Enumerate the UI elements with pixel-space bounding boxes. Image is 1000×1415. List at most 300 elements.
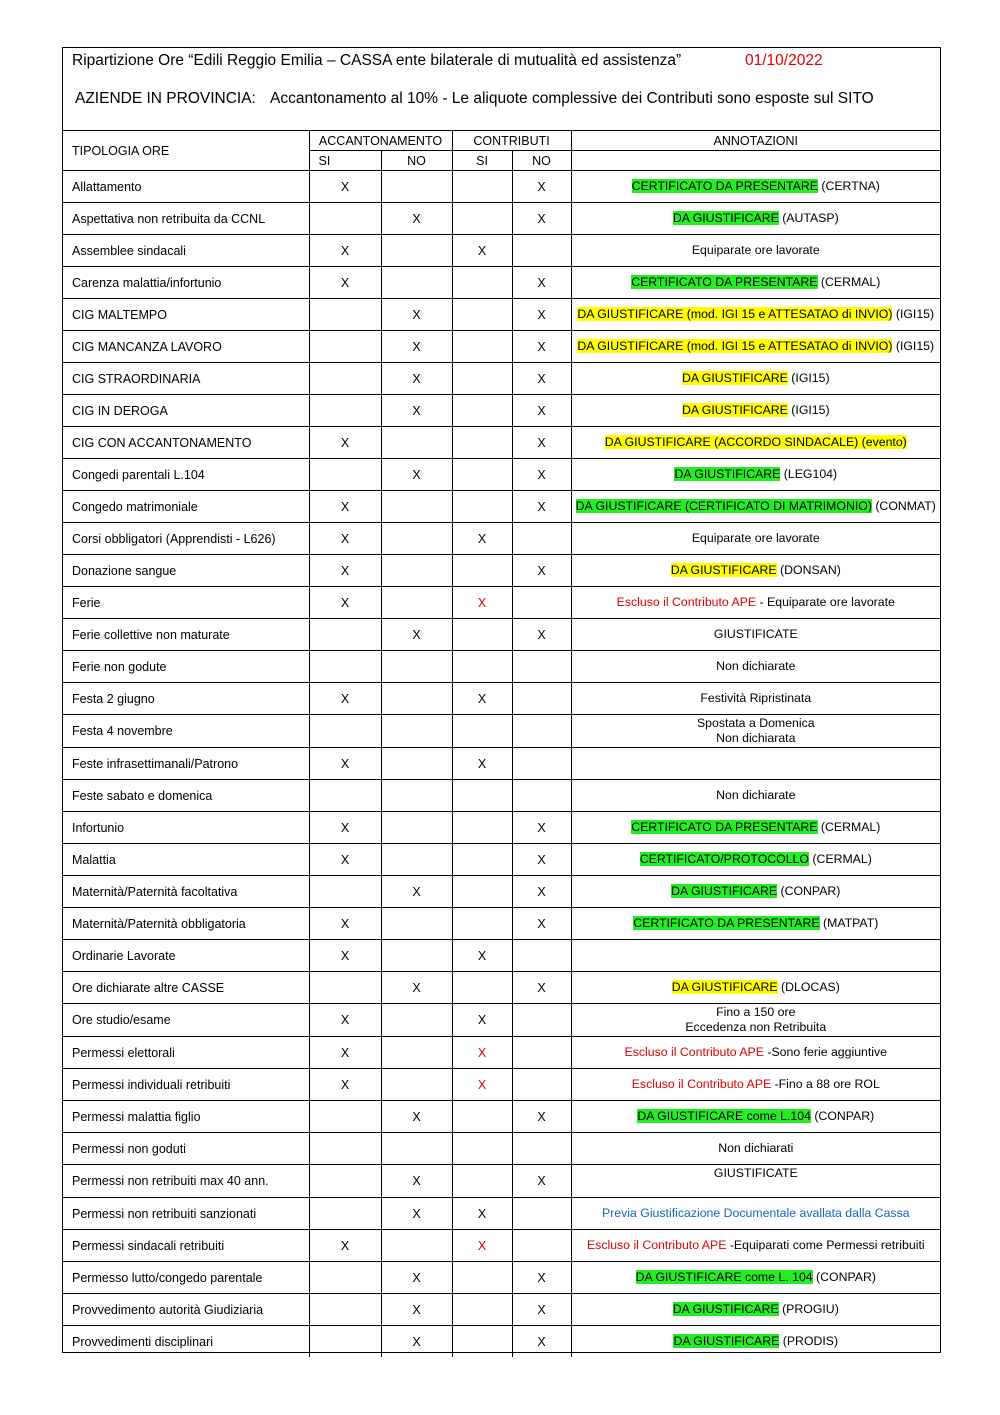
annotation-text: (PROGIU): [778, 1302, 839, 1316]
row-acc-si: X: [309, 235, 381, 267]
table-row: [63, 1326, 940, 1358]
row-acc-si: X: [309, 523, 381, 555]
annotation-text: (CONPAR): [812, 1270, 876, 1284]
row-con-no: [512, 780, 571, 812]
row-tipologia: Provvedimenti disciplinari: [63, 1326, 309, 1358]
row-acc-no: X: [381, 972, 452, 1004]
row-acc-no: X: [381, 1101, 452, 1133]
annotation-text: (IGI15): [892, 339, 935, 353]
row-acc-no: [381, 1133, 452, 1165]
row-acc-no: [381, 940, 452, 972]
table-row: [63, 331, 940, 363]
row-acc-si: X: [309, 171, 381, 203]
row-con-si: [452, 876, 512, 908]
annotation-text: Non dichiarate: [716, 659, 796, 673]
row-annotazione: [571, 235, 940, 267]
document-frame: [62, 47, 941, 1353]
row-acc-no: [381, 555, 452, 587]
annotation-text: (CONPAR): [777, 884, 841, 898]
row-con-no: X: [512, 1165, 571, 1198]
header-annotazioni: ANNOTAZIONI: [571, 131, 940, 151]
row-acc-no: [381, 235, 452, 267]
row-annotazione: [571, 427, 940, 459]
header-acc-no: NO: [381, 151, 452, 171]
row-acc-si: X: [309, 748, 381, 780]
row-con-si: X: [452, 1198, 512, 1230]
row-con-si: X: [452, 1037, 512, 1069]
row-acc-no: X: [381, 459, 452, 491]
row-acc-si: [309, 619, 381, 651]
table-row: [63, 1230, 940, 1262]
row-acc-si: X: [309, 267, 381, 299]
row-acc-no: X: [381, 619, 452, 651]
row-annotazione: [571, 587, 940, 619]
row-tipologia: CIG MANCANZA LAVORO: [63, 331, 309, 363]
row-tipologia: Ferie: [63, 587, 309, 619]
annotation-text: (IGI15): [892, 307, 935, 321]
table-row: [63, 1262, 940, 1294]
row-con-si: [452, 171, 512, 203]
row-con-si: X: [452, 748, 512, 780]
annotation-text: (LEG104): [780, 467, 838, 481]
row-annotazione: [571, 940, 940, 972]
row-acc-si: [309, 651, 381, 683]
annotation-text: (PRODIS): [779, 1334, 839, 1348]
annotation-text: Eccedenza non Retribuita: [685, 1020, 827, 1034]
document-title: Ripartizione Ore “Edili Reggio Emilia – CASSA ente bilaterale di mutualità ed assistenza”: [72, 52, 682, 69]
table-row: [63, 748, 940, 780]
row-acc-si: [309, 203, 381, 235]
row-acc-no: X: [381, 876, 452, 908]
table-row: [63, 972, 940, 1004]
row-tipologia: Aspettativa non retribuita da CCNL: [63, 203, 309, 235]
table-row: [63, 395, 940, 427]
row-annotazione: [571, 972, 940, 1004]
header-tipologia: TIPOLOGIA ORE: [63, 131, 309, 171]
row-con-si: [452, 491, 512, 523]
table-row: [63, 1198, 940, 1230]
row-tipologia: CIG MALTEMPO: [63, 299, 309, 331]
row-tipologia: Festa 2 giugno: [63, 683, 309, 715]
annotation-text: Non dichiarata: [716, 731, 796, 745]
row-annotazione: [571, 395, 940, 427]
table-row: [63, 1004, 940, 1037]
table-body: [63, 171, 940, 1358]
row-con-si: [452, 427, 512, 459]
row-con-no: X: [512, 171, 571, 203]
row-tipologia: Permessi non goduti: [63, 1133, 309, 1165]
row-acc-no: [381, 427, 452, 459]
row-acc-si: [309, 1326, 381, 1358]
row-con-no: [512, 1069, 571, 1101]
header-con-si: SI: [452, 151, 512, 171]
row-acc-no: [381, 1004, 452, 1037]
row-acc-si: [309, 715, 381, 748]
header-accantonamento: ACCANTONAMENTO: [309, 131, 452, 151]
row-con-si: X: [452, 1069, 512, 1101]
hours-table: [63, 130, 940, 1357]
row-con-si: [452, 363, 512, 395]
annotation-text: DA GIUSTIFICARE: [670, 563, 777, 577]
row-acc-si: [309, 1262, 381, 1294]
row-con-no: X: [512, 267, 571, 299]
annotation-text: DA GIUSTIFICARE: [672, 1302, 779, 1316]
row-acc-si: [309, 1294, 381, 1326]
row-con-no: [512, 1133, 571, 1165]
annotation-text: (CERTNA): [817, 179, 880, 193]
row-con-no: [512, 1004, 571, 1037]
annotation-text: - Equiparate ore lavorate: [756, 595, 895, 609]
annotation-text: (CONPAR): [810, 1109, 875, 1123]
row-tipologia: CIG IN DEROGA: [63, 395, 309, 427]
annotation-text: GIUSTIFICATE: [713, 1166, 798, 1180]
row-con-no: X: [512, 844, 571, 876]
table-row: [63, 491, 940, 523]
table-row: [63, 940, 940, 972]
row-acc-no: X: [381, 363, 452, 395]
row-acc-no: X: [381, 299, 452, 331]
annotation-text: DA GIUSTIFICARE: [671, 884, 778, 898]
row-annotazione: [571, 748, 940, 780]
row-con-si: [452, 331, 512, 363]
row-acc-si: X: [309, 1069, 381, 1101]
row-acc-no: [381, 1037, 452, 1069]
annotation-text: (CONMAT): [871, 499, 936, 513]
row-con-no: X: [512, 459, 571, 491]
row-acc-no: [381, 651, 452, 683]
row-tipologia: Corsi obbligatori (Apprendisti - L626): [63, 523, 309, 555]
row-tipologia: Ordinarie Lavorate: [63, 940, 309, 972]
row-tipologia: Permessi individuali retribuiti: [63, 1069, 309, 1101]
table-row: [63, 1037, 940, 1069]
row-acc-si: X: [309, 844, 381, 876]
row-acc-si: [309, 395, 381, 427]
table-row: [63, 363, 940, 395]
table-row: [63, 1294, 940, 1326]
row-acc-no: [381, 748, 452, 780]
row-tipologia: Allattamento: [63, 171, 309, 203]
row-annotazione: [571, 1294, 940, 1326]
row-tipologia: Congedo matrimoniale: [63, 491, 309, 523]
annotation-text: (MATPAT): [819, 916, 879, 930]
annotation-text: DA GIUSTIFICARE (mod. IGI 15 e ATTESATAO di INVIO): [577, 339, 893, 353]
row-annotazione: [571, 491, 940, 523]
annotation-text: DA GIUSTIFICARE: [671, 980, 778, 994]
annotation-text: CERTIFICATO DA PRESENTARE: [631, 179, 818, 193]
row-tipologia: Infortunio: [63, 812, 309, 844]
row-acc-no: [381, 844, 452, 876]
row-tipologia: Malattia: [63, 844, 309, 876]
row-con-no: X: [512, 908, 571, 940]
header-acc-si: SI: [309, 151, 381, 171]
row-con-no: X: [512, 812, 571, 844]
row-acc-no: X: [381, 1198, 452, 1230]
table-row: [63, 715, 940, 748]
row-annotazione: [571, 876, 940, 908]
row-con-no: X: [512, 555, 571, 587]
row-acc-si: [309, 1165, 381, 1198]
row-con-si: X: [452, 235, 512, 267]
row-tipologia: Congedi parentali L.104: [63, 459, 309, 491]
annotation-text: -Fino a 88 ore ROL: [771, 1077, 880, 1091]
row-annotazione: [571, 1133, 940, 1165]
table-row: [63, 780, 940, 812]
row-con-no: X: [512, 203, 571, 235]
row-tipologia: Donazione sangue: [63, 555, 309, 587]
row-annotazione: [571, 203, 940, 235]
row-con-no: [512, 1037, 571, 1069]
row-annotazione: [571, 523, 940, 555]
table-row: [63, 1165, 940, 1198]
annotation-text: (DONSAN): [776, 563, 841, 577]
row-con-si: [452, 972, 512, 1004]
row-acc-si: X: [309, 812, 381, 844]
row-con-si: [452, 299, 512, 331]
row-acc-si: X: [309, 587, 381, 619]
row-acc-no: X: [381, 1326, 452, 1358]
annotation-text: DA GIUSTIFICARE come L. 104: [635, 1270, 813, 1284]
row-con-no: [512, 940, 571, 972]
row-con-si: X: [452, 523, 512, 555]
row-annotazione: [571, 555, 940, 587]
annotation-text: CERTIFICATO DA PRESENTARE: [631, 275, 818, 289]
row-con-si: [452, 651, 512, 683]
row-con-si: [452, 1294, 512, 1326]
header-annotazioni-blank: [571, 151, 940, 171]
row-annotazione: [571, 1326, 940, 1358]
row-con-si: [452, 555, 512, 587]
row-tipologia: Ore dichiarate altre CASSE: [63, 972, 309, 1004]
row-tipologia: Festa 4 novembre: [63, 715, 309, 748]
row-acc-no: [381, 587, 452, 619]
annotation-text: DA GIUSTIFICARE: [672, 211, 779, 225]
table-row: [63, 171, 940, 203]
table-row: [63, 523, 940, 555]
annotation-text: DA GIUSTIFICARE: [681, 371, 788, 385]
row-acc-si: X: [309, 908, 381, 940]
row-tipologia: Permessi non retribuiti sanzionati: [63, 1198, 309, 1230]
table-row: [63, 427, 940, 459]
row-acc-no: [381, 523, 452, 555]
row-con-si: [452, 395, 512, 427]
table-row: [63, 908, 940, 940]
row-annotazione: [571, 459, 940, 491]
row-con-si: [452, 780, 512, 812]
annotation-text: (AUTASP): [778, 211, 839, 225]
row-annotazione: [571, 267, 940, 299]
row-con-no: [512, 523, 571, 555]
row-tipologia: Ferie non godute: [63, 651, 309, 683]
annotation-text: DA GIUSTIFICARE: [674, 467, 781, 481]
subtitle-label: AZIENDE IN PROVINCIA:: [75, 90, 256, 107]
row-acc-no: [381, 1069, 452, 1101]
row-acc-no: [381, 171, 452, 203]
annotation-text: Escluso il Contributo APE: [586, 1238, 727, 1252]
row-acc-no: X: [381, 1165, 452, 1198]
annotation-text: Escluso il Contributo APE: [631, 1077, 772, 1091]
subtitle-text: Accantonamento al 10% - Le aliquote complessive dei Contributi sono esposte sul SITO: [270, 90, 874, 107]
row-acc-si: X: [309, 1004, 381, 1037]
row-annotazione: [571, 1165, 940, 1198]
table-row: [63, 844, 940, 876]
annotation-text: CERTIFICATO DA PRESENTARE: [631, 820, 818, 834]
row-acc-si: X: [309, 555, 381, 587]
annotation-text: Festività Ripristinata: [700, 691, 812, 705]
row-acc-no: X: [381, 1294, 452, 1326]
row-tipologia: Ore studio/esame: [63, 1004, 309, 1037]
row-acc-no: [381, 780, 452, 812]
row-tipologia: Assemblee sindacali: [63, 235, 309, 267]
row-annotazione: [571, 1037, 940, 1069]
annotation-text: CERTIFICATO/PROTOCOLLO: [639, 852, 809, 866]
row-acc-no: X: [381, 203, 452, 235]
annotation-text: Non dichiarati: [718, 1141, 794, 1155]
table-row: [63, 299, 940, 331]
row-acc-no: [381, 715, 452, 748]
table-row: [63, 619, 940, 651]
row-con-no: X: [512, 331, 571, 363]
row-con-si: X: [452, 1004, 512, 1037]
row-con-si: [452, 1165, 512, 1198]
row-con-si: X: [452, 587, 512, 619]
row-acc-no: [381, 812, 452, 844]
row-con-si: [452, 1133, 512, 1165]
document-date: 01/10/2022: [745, 52, 823, 69]
table-row: [63, 1069, 940, 1101]
annotation-text: DA GIUSTIFICARE: [681, 403, 788, 417]
row-con-no: X: [512, 1326, 571, 1358]
table-row: [63, 1101, 940, 1133]
row-annotazione: [571, 619, 940, 651]
annotation-text: DA GIUSTIFICARE (ACCORDO SINDACALE) (evento): [604, 435, 907, 449]
annotation-text: (CERMAL): [817, 275, 881, 289]
row-acc-no: X: [381, 1262, 452, 1294]
row-con-si: [452, 619, 512, 651]
row-tipologia: CIG CON ACCANTONAMENTO: [63, 427, 309, 459]
row-tipologia: Ferie collettive non maturate: [63, 619, 309, 651]
table-row: [63, 587, 940, 619]
annotation-text: GIUSTIFICATE: [713, 627, 798, 641]
row-con-no: [512, 715, 571, 748]
row-tipologia: Feste infrasettimanali/Patrono: [63, 748, 309, 780]
annotation-text: Equiparate ore lavorate: [691, 243, 820, 257]
row-annotazione: [571, 780, 940, 812]
row-con-no: X: [512, 1101, 571, 1133]
row-acc-si: [309, 1101, 381, 1133]
table-row: [63, 203, 940, 235]
row-acc-si: [309, 876, 381, 908]
row-acc-si: [309, 1198, 381, 1230]
row-con-si: [452, 812, 512, 844]
annotation-text: Escluso il Contributo APE: [616, 595, 757, 609]
row-acc-si: X: [309, 427, 381, 459]
row-tipologia: Maternità/Paternità obbligatoria: [63, 908, 309, 940]
row-acc-si: [309, 1133, 381, 1165]
annotation-text: Previa Giustificazione Documentale avallata dalla Cassa: [601, 1206, 910, 1220]
row-annotazione: [571, 1230, 940, 1262]
row-con-no: X: [512, 876, 571, 908]
row-con-no: [512, 683, 571, 715]
header-con-no: NO: [512, 151, 571, 171]
row-acc-si: X: [309, 491, 381, 523]
row-con-no: X: [512, 299, 571, 331]
table-header-row: [63, 131, 940, 151]
table-row: [63, 812, 940, 844]
row-con-si: [452, 715, 512, 748]
row-annotazione: [571, 812, 940, 844]
annotation-text: Non dichiarate: [716, 788, 796, 802]
row-con-si: X: [452, 683, 512, 715]
row-tipologia: Permessi non retribuiti max 40 ann.: [63, 1165, 309, 1198]
row-annotazione: [571, 1069, 940, 1101]
row-acc-si: [309, 299, 381, 331]
row-con-no: X: [512, 972, 571, 1004]
annotation-text: DA GIUSTIFICARE come L.104: [637, 1109, 811, 1123]
row-con-si: [452, 908, 512, 940]
row-acc-si: X: [309, 1230, 381, 1262]
row-annotazione: [571, 715, 940, 748]
row-acc-si: [309, 459, 381, 491]
row-acc-no: X: [381, 395, 452, 427]
row-acc-no: [381, 491, 452, 523]
row-annotazione: [571, 299, 940, 331]
row-acc-no: [381, 908, 452, 940]
table-row: [63, 235, 940, 267]
row-tipologia: Permessi elettorali: [63, 1037, 309, 1069]
row-acc-si: [309, 363, 381, 395]
row-con-no: [512, 651, 571, 683]
row-con-si: X: [452, 1230, 512, 1262]
row-con-no: X: [512, 619, 571, 651]
annotation-text: CERTIFICATO DA PRESENTARE: [633, 916, 820, 930]
annotation-text: -Sono ferie aggiuntive: [763, 1045, 888, 1059]
row-annotazione: [571, 331, 940, 363]
row-annotazione: [571, 363, 940, 395]
row-acc-si: X: [309, 1037, 381, 1069]
annotation-text: Spostata a Domenica: [696, 716, 815, 730]
table-row: [63, 267, 940, 299]
row-con-no: [512, 587, 571, 619]
row-acc-no: [381, 1230, 452, 1262]
row-tipologia: Carenza malattia/infortunio: [63, 267, 309, 299]
row-con-no: X: [512, 491, 571, 523]
row-con-si: X: [452, 940, 512, 972]
document-subtitle: [75, 90, 874, 108]
row-con-si: [452, 1326, 512, 1358]
row-con-no: [512, 748, 571, 780]
row-tipologia: Maternità/Paternità facoltativa: [63, 876, 309, 908]
row-acc-si: X: [309, 683, 381, 715]
row-annotazione: [571, 1262, 940, 1294]
row-con-no: [512, 235, 571, 267]
row-tipologia: Feste sabato e domenica: [63, 780, 309, 812]
row-con-no: X: [512, 363, 571, 395]
annotation-text: (CERMAL): [808, 852, 872, 866]
row-annotazione: [571, 1004, 940, 1037]
annotation-text: DA GIUSTIFICARE (mod. IGI 15 e ATTESATAO di INVIO): [577, 307, 893, 321]
row-acc-no: [381, 267, 452, 299]
row-con-no: X: [512, 1262, 571, 1294]
header-contributi: CONTRIBUTI: [452, 131, 571, 151]
row-con-si: [452, 1262, 512, 1294]
annotation-text: -Equiparati come Permessi retribuiti: [726, 1238, 925, 1252]
table-row: [63, 876, 940, 908]
row-annotazione: [571, 171, 940, 203]
row-acc-si: [309, 331, 381, 363]
row-tipologia: Permesso lutto/congedo parentale: [63, 1262, 309, 1294]
row-acc-si: [309, 972, 381, 1004]
row-con-si: [452, 844, 512, 876]
